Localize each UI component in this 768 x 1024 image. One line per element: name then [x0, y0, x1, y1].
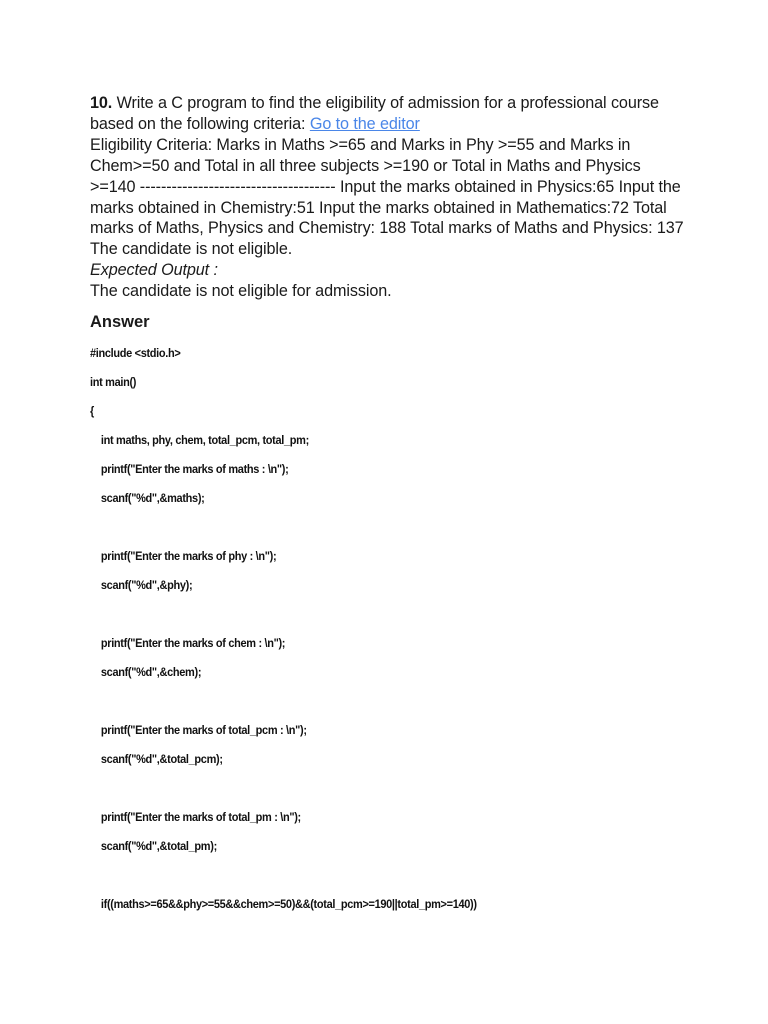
code-line-scanf-maths: scanf("%d",&maths);	[90, 491, 205, 505]
expected-output-text: The candidate is not eligible for admission.	[90, 282, 392, 301]
code-line-scanf-chem: scanf("%d",&chem);	[90, 665, 202, 679]
code-line-include: #include <stdio.h>	[90, 346, 181, 360]
code-line-printf-phy: printf("Enter the marks of phy : \n");	[90, 549, 277, 563]
expected-output-label: Expected Output :	[90, 261, 218, 280]
code-line-main: int main()	[90, 375, 137, 389]
code-line-open-brace: {	[90, 404, 94, 418]
question-block	[90, 93, 690, 302]
eligibility-criteria: Eligibility Criteria: Marks in Maths >=65 and Marks in Phy >=55 and Marks in Chem>=50 and Total in all three subjects >=190 or Total in Maths and Physics >=140 ------------------------------------- Input the marks obtained in Physics:65 Input the marks obtained in Chemistry:51 Input the marks obtained in Mathematics:72 Total marks of Maths, Physics and Chemistry: 188 Total marks of Maths and Physics: 137 The candidate is not eligible.	[90, 135, 684, 259]
code-line-declarations: int maths, phy, chem, total_pcm, total_pm;	[90, 433, 309, 447]
question-intro: Write a C program to find the eligibility of admission for a professional course based on the following criteria:	[90, 94, 659, 133]
code-line-scanf-phy: scanf("%d",&phy);	[90, 578, 193, 592]
question-number: 10.	[90, 94, 113, 112]
answer-heading: Answer	[90, 313, 150, 331]
code-line-printf-total-pcm: printf("Enter the marks of total_pcm : \n");	[90, 723, 307, 737]
code-line-scanf-total-pcm: scanf("%d",&total_pcm);	[90, 752, 223, 766]
code-line-if-condition: if((maths>=65&&phy>=55&&chem>=50)&&(total_pcm>=190||total_pm>=140))	[90, 897, 477, 911]
go-to-editor-link[interactable]: Go to the editor	[309, 114, 420, 133]
code-line-printf-maths: printf("Enter the marks of maths : \n");	[90, 462, 289, 476]
code-line-printf-total-pm: printf("Enter the marks of total_pm : \n");	[90, 810, 301, 824]
code-line-scanf-total-pm: scanf("%d",&total_pm);	[90, 839, 217, 853]
code-line-printf-chem: printf("Enter the marks of chem : \n");	[90, 636, 286, 650]
